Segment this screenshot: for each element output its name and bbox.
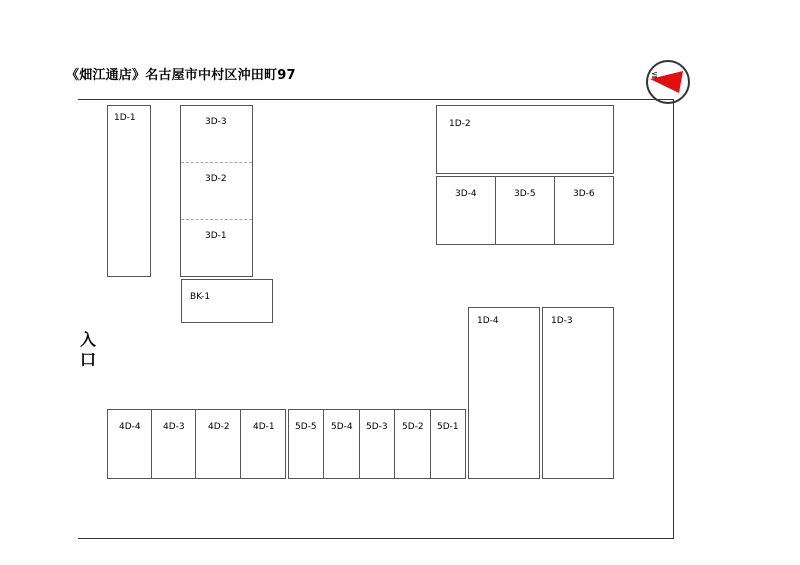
space-BK-1[interactable] xyxy=(181,279,273,323)
space-4D-1[interactable] xyxy=(240,409,286,479)
space-1D-1[interactable] xyxy=(107,105,151,277)
space-label: 3D-3 xyxy=(205,117,227,127)
space-3D-2[interactable] xyxy=(181,163,252,219)
space-label: 4D-1 xyxy=(253,422,275,432)
space-3D-6[interactable] xyxy=(554,176,614,245)
space-label: 1D-4 xyxy=(477,316,499,326)
space-label: 3D-6 xyxy=(573,189,595,199)
space-5D-3[interactable] xyxy=(359,409,395,479)
site-boundary-top xyxy=(78,99,674,100)
space-3D-4[interactable] xyxy=(436,176,496,245)
space-label: 5D-3 xyxy=(366,422,388,432)
space-3D-3[interactable] xyxy=(181,106,252,162)
space-4D-2[interactable] xyxy=(195,409,241,479)
space-5D-2[interactable] xyxy=(394,409,431,479)
space-5D-5[interactable] xyxy=(288,409,324,479)
space-label: 4D-2 xyxy=(208,422,230,432)
space-label: 3D-1 xyxy=(205,231,227,241)
space-4D-4[interactable] xyxy=(107,409,152,479)
space-5D-4[interactable] xyxy=(323,409,360,479)
page-title: 《畑江通店》名古屋市中村区沖田町97 xyxy=(66,68,296,83)
entrance-char-2: 口 xyxy=(79,350,96,369)
space-label: 3D-2 xyxy=(205,174,227,184)
space-4D-3[interactable] xyxy=(151,409,196,479)
space-label: BK-1 xyxy=(190,292,211,302)
compass-mark: ≦ xyxy=(651,70,658,79)
space-label: 3D-4 xyxy=(455,189,477,199)
space-label: 1D-1 xyxy=(114,113,136,123)
space-label: 1D-3 xyxy=(551,316,573,326)
space-label: 4D-3 xyxy=(163,422,185,432)
space-label: 1D-2 xyxy=(449,119,471,129)
site-boundary-bottom xyxy=(78,538,674,539)
space-1D-2[interactable] xyxy=(436,105,614,174)
space-5D-1[interactable] xyxy=(430,409,466,479)
space-3D-5[interactable] xyxy=(495,176,555,245)
entrance-label xyxy=(78,330,98,370)
space-label: 5D-1 xyxy=(437,422,459,432)
space-1D-4[interactable] xyxy=(468,307,540,479)
site-boundary-right xyxy=(673,99,674,539)
space-label: 5D-2 xyxy=(402,422,424,432)
space-1D-3[interactable] xyxy=(542,307,614,479)
space-label: 5D-4 xyxy=(331,422,353,432)
entrance-char-1: 入 xyxy=(79,330,96,349)
space-label: 3D-5 xyxy=(514,189,536,199)
space-label: 5D-5 xyxy=(295,422,317,432)
space-label: 4D-4 xyxy=(119,422,141,432)
space-3D-1[interactable] xyxy=(181,220,252,276)
